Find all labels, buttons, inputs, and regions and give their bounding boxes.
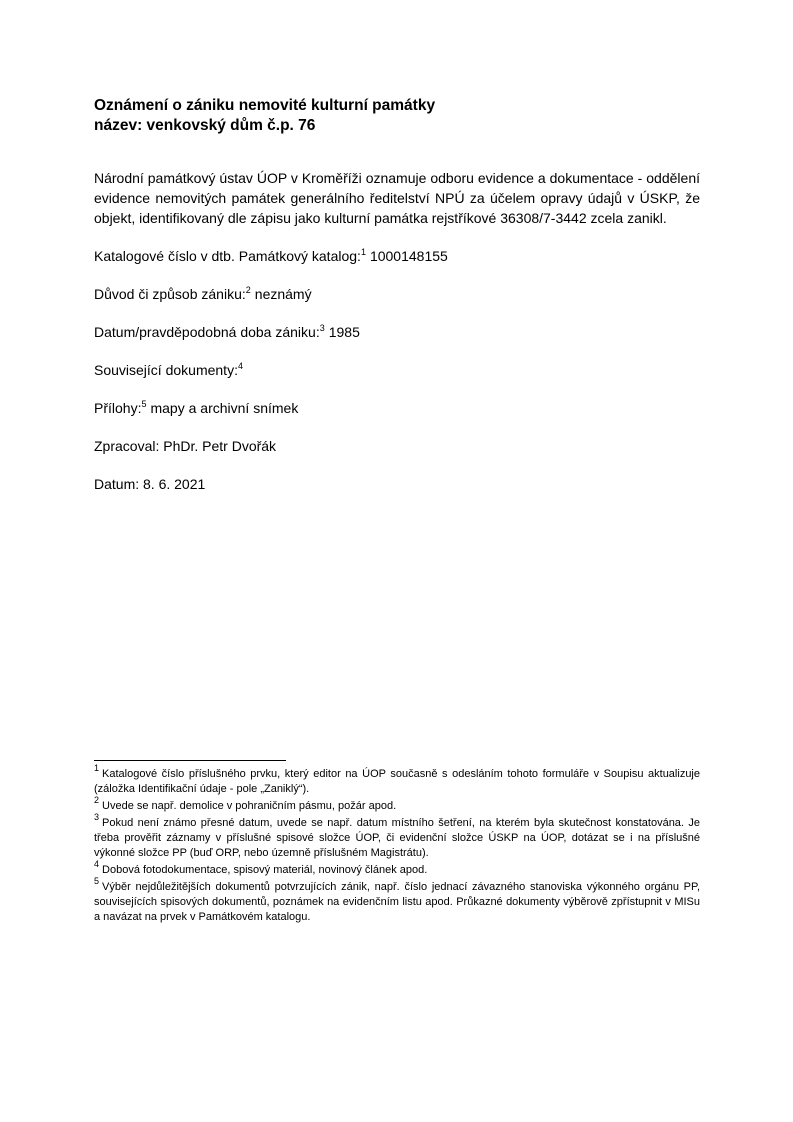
footnotes-section xyxy=(94,760,700,925)
field-label: Přílohy: xyxy=(94,400,142,416)
field-catalog-number xyxy=(94,246,700,266)
footnote-separator xyxy=(94,760,286,761)
field-related-documents xyxy=(94,360,700,380)
footnote-number: 1 xyxy=(94,763,100,773)
footnote-4 xyxy=(94,859,700,878)
field-value: neznámý xyxy=(254,286,312,302)
footnote-ref[interactable]: 3 xyxy=(319,323,325,333)
footnote-number: 4 xyxy=(94,859,100,869)
field-label: Důvod či způsob zániku: xyxy=(94,286,246,302)
field-reason xyxy=(94,284,700,304)
document-title xyxy=(94,96,700,136)
field-attachments xyxy=(94,398,700,418)
footnote-ref[interactable]: 4 xyxy=(237,361,243,371)
footnote-2 xyxy=(94,795,700,814)
field-value: 1985 xyxy=(328,324,360,340)
footnote-text: Pokud není známo přesné datum, uvede se např. datum místního šetření, na kterém byla skutečnost konstatována. Je třeba prověřit záznamy v příslušné spisové složce ÚOP, či evidenční složce ÚSKP na ÚOP, dotázat se i na příslušné výkonné složce PP (buď ORP, nebo územně příslušném Magistrátu). xyxy=(94,817,700,859)
field-date-of-demise xyxy=(94,322,700,342)
title-line-2: název: venkovský dům č.p. 76 xyxy=(94,117,316,134)
footnote-number: 5 xyxy=(94,876,100,886)
field-value: 1000148155 xyxy=(369,248,448,264)
footnote-text: Uvede se např. demolice v pohraničním pásmu, požár apod. xyxy=(102,800,397,812)
footnote-text: Dobová fotodokumentace, spisový materiál, novinový článek apod. xyxy=(102,864,428,876)
footnote-ref[interactable]: 5 xyxy=(141,399,147,409)
prepared-by: Zpracoval: PhDr. Petr Dvořák xyxy=(94,438,277,454)
field-label: Související dokumenty: xyxy=(94,362,238,378)
field-value: mapy a archivní snímek xyxy=(150,400,299,416)
footnote-ref[interactable]: 1 xyxy=(360,247,366,257)
field-label: Datum/pravděpodobná doba zániku: xyxy=(94,324,320,340)
document-body xyxy=(94,96,700,494)
field-label: Katalogové číslo v dtb. Památkový katalog: xyxy=(94,248,361,264)
footnote-3 xyxy=(94,812,700,861)
document-date: Datum: 8. 6. 2021 xyxy=(94,476,206,492)
intro-paragraph: Národní památkový ústav ÚOP v Kroměříži oznamuje odboru evidence a dokumentace - oddělení evidence nemovitých památek generálního ředitelství NPÚ za účelem opravy údajů v ÚSKP, že objekt, identifikovaný dle zápisu jako kulturní památka rejstříkové 36308/7-3442 zcela zanikl. xyxy=(94,170,700,226)
footnote-number: 2 xyxy=(94,795,100,805)
footnote-number: 3 xyxy=(94,812,100,822)
footnote-ref[interactable]: 2 xyxy=(245,285,251,295)
footnote-5 xyxy=(94,876,700,925)
title-line-1: Oznámení o zániku nemovité kulturní památky xyxy=(94,97,436,114)
footnote-1 xyxy=(94,763,700,797)
footnote-text: Katalogové číslo příslušného prvku, který editor na ÚOP současně s odesláním tohoto formuláře v Soupisu aktualizuje (záložka Identifikační údaje - pole „Zaniklý“). xyxy=(94,768,700,795)
footnote-text: Výběr nejdůležitějších dokumentů potvrzujících zánik, např. číslo jednací závazného stanoviska výkonného orgánu PP, souvisejících spisových dokumentů, poznámek na evidenčním listu apod. Průkazné dokumenty výběrově zpřístupnit v MISu a navázat na prvek v Památkovém katalogu. xyxy=(94,881,700,923)
